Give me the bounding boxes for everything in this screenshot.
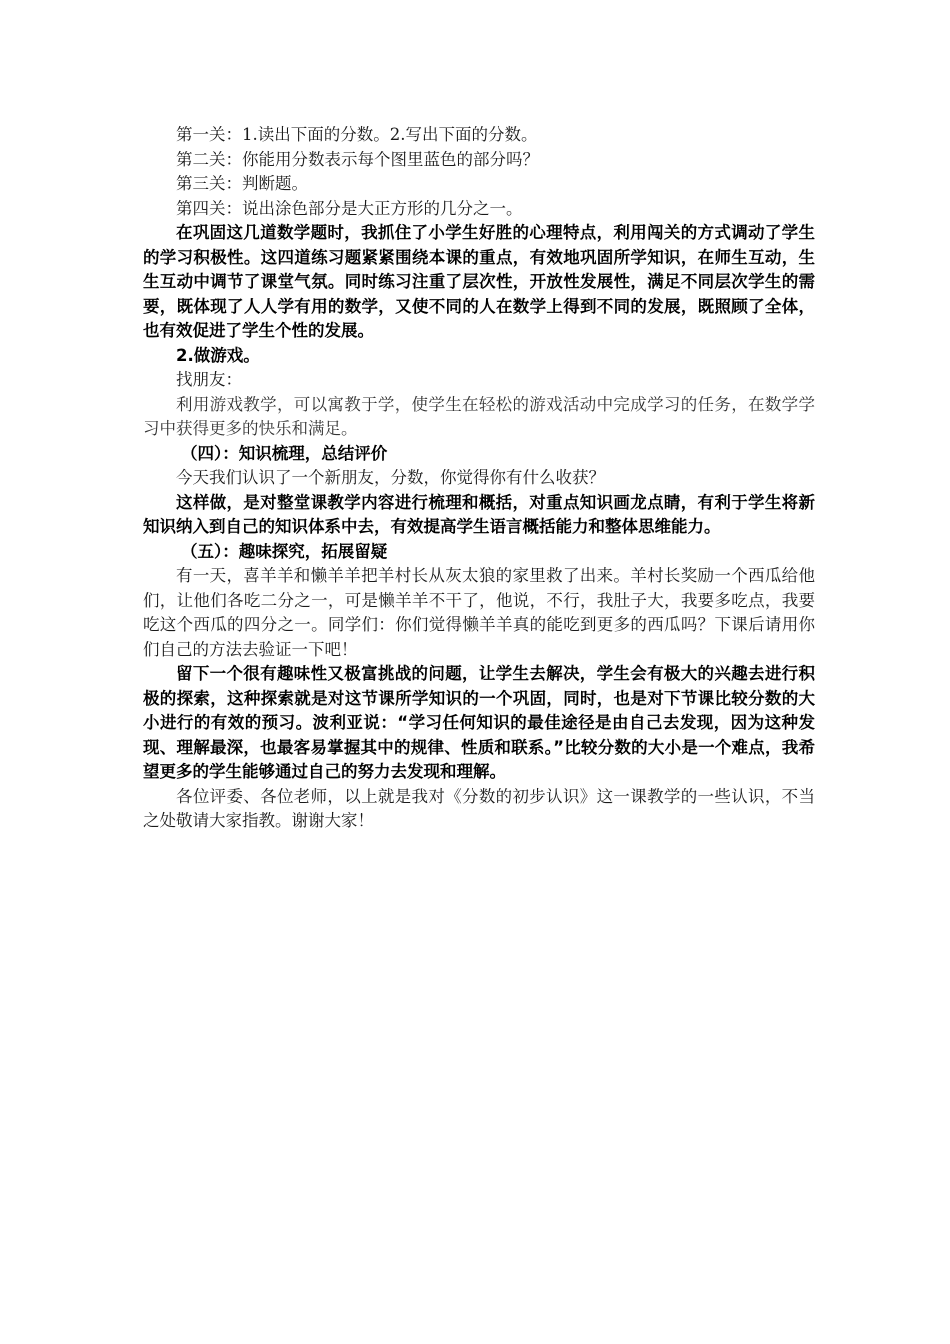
document-body — [143, 123, 815, 834]
paragraph-exploration-reflection: 留下一个很有趣味性又极富挑战的问题，让学生去解决，学生会有极大的兴趣去进行积极的探索，这种探索就是对这节课所学知识的一个巩固，同时，也是对下节课比较分数的大小进行的有效的预习。波利亚说：“学习任何知识的最佳途径是由自己去发现，因为这种发现、理解最深，也最客易掌握其中的规律、性质和联系。”比较分数的大小是一个难点，我希望更多的学生能够通过自己的努力去发现和理解。 — [143, 664, 815, 781]
section-heading-game: 2.做游戏。 — [176, 345, 260, 365]
paragraph-summary-reflection: 这样做，是对整堂课教学内容进行梳理和概括，对重点知识画龙点睛，有利于学生将新知识纳入到自己的知识体系中去，有效提高学生语言概括能力和整体思维能力。 — [143, 492, 815, 536]
paragraph-summary-question: 今天我们认识了一个新朋友，分数，你觉得你有什么收获？ — [176, 468, 605, 487]
section-heading-exploration: （五）：趣味探究，拓展留疑 — [180, 541, 388, 561]
paragraph-level-4: 第四关：说出涂色部分是大正方形的几分之一。 — [176, 198, 523, 218]
paragraph-level-3: 第三关：判断题。 — [176, 174, 308, 193]
paragraph-game-teaching: 利用游戏教学，可以寓教于学，使学生在轻松的游戏活动中完成学习的任务，在数学学习中获得更多的快乐和满足。 — [143, 394, 815, 438]
paragraph-closing: 各位评委、各位老师，以上就是我对《分数的初步认识》这一课教学的一些认识，不当之处敬请大家指教。谢谢大家！ — [143, 786, 815, 830]
section-heading-summary: （四）：知识梳理，总结评价 — [180, 443, 388, 463]
paragraph-story: 有一天，喜羊羊和懒羊羊把羊村长从灰太狼的家里救了出来。羊村长奖励一个西瓜给他们，让他们各吃二分之一，可是懒羊羊不干了，他说，不行，我肚子大，我要多吃点，我要吃这个西瓜的四分之一。同学们：你们觉得懒羊羊真的能吃到更多的西瓜吗？下课后请用你们自己的方法去验证一下吧！ — [143, 566, 815, 659]
paragraph-consolidation-reflection: 在巩固这几道数学题时，我抓住了小学生好胜的心理特点，利用闯关的方式调动了学生的学习积极性。这四道练习题紧紧围绕本课的重点，有效地巩固所学知识，在师生互动，生生互动中调节了课堂气氛。同时练习注重了层次性，开放性发展性，满足不同层次学生的需要，既体现了人人学有用的数学，又使不同的人在数学上得到不同的发展，既照顾了全体，也有效促进了学生个性的发展。 — [143, 223, 815, 340]
paragraph-level-2: 第二关：你能用分数表示每个图里蓝色的部分吗？ — [176, 149, 539, 169]
paragraph-find-friends: 找朋友： — [176, 370, 242, 389]
paragraph-level-1: 第一关：1.读出下面的分数。2.写出下面的分数。 — [176, 125, 538, 144]
